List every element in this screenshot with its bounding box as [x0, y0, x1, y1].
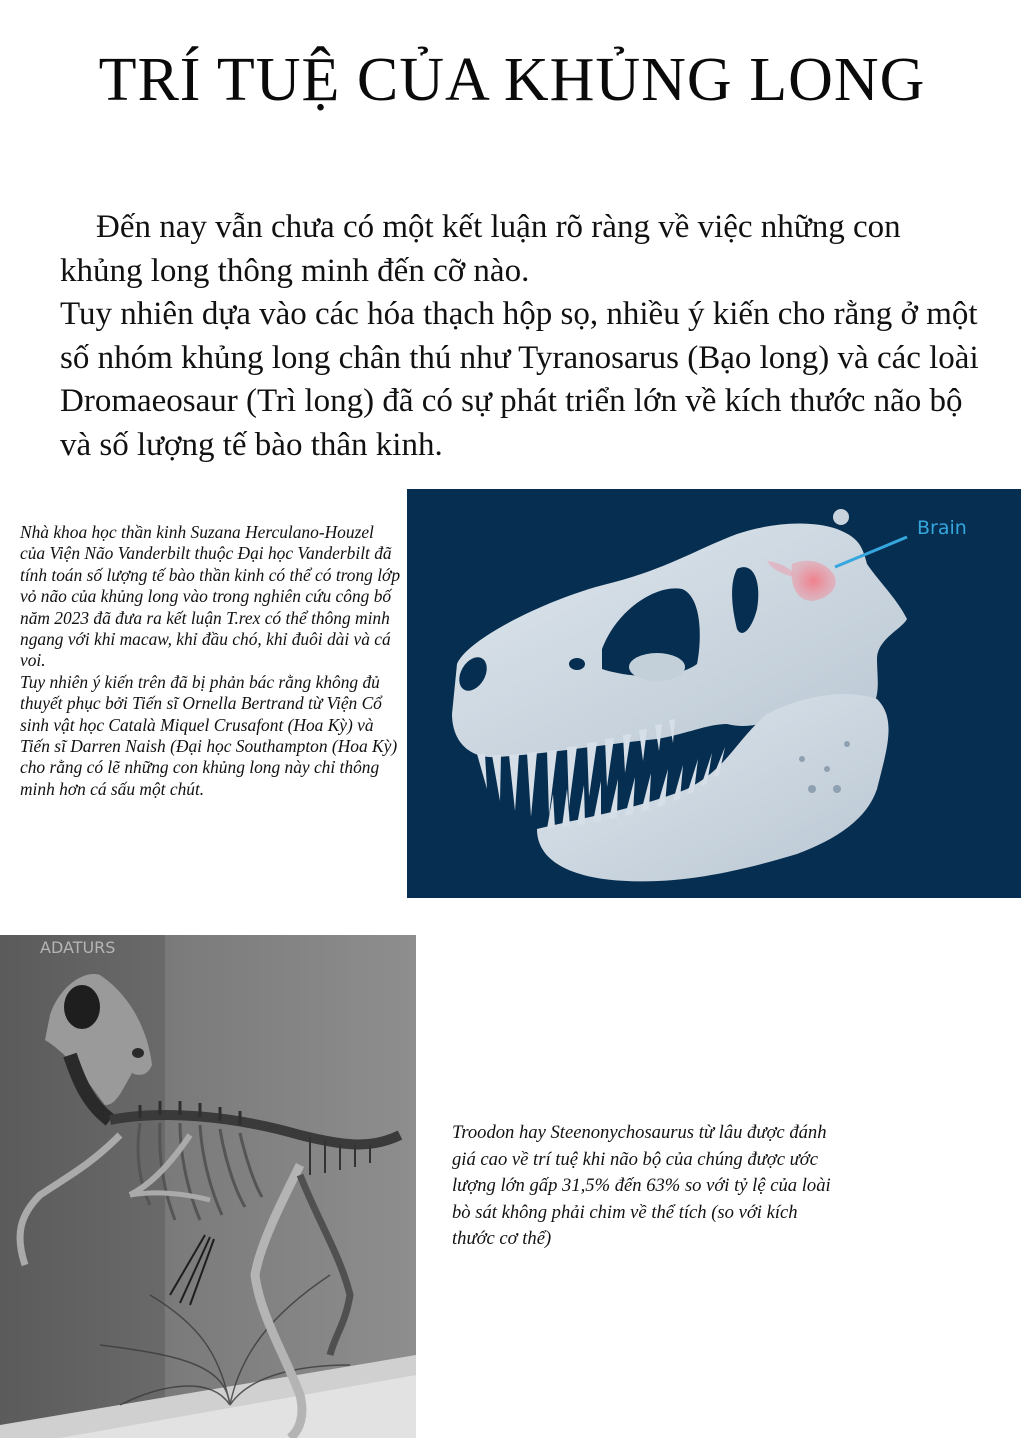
brain-label: Brain — [917, 517, 967, 539]
trex-caption-paragraph-2: Tuy nhiên ý kiến trên đã bị phản bác rằng không đủ thuyết phục bởi Tiến sĩ Ornella Bertrand từ Viện Cổ sinh vật học Català Miquel Crusafont (Hoa Kỳ) và Tiến sĩ Darren Naish (Đại học Southampton (Hoa Kỳ) cho rằng có lẽ những con khủng long này chỉ thông minh hơn cá sấu một chút. — [20, 671, 398, 799]
page-title: TRÍ TUỆ CỦA KHỦNG LONG — [98, 46, 926, 114]
troodon-skeleton-photo — [0, 935, 416, 1438]
trex-skull-image — [407, 489, 1021, 898]
intro-paragraph-2: Tuy nhiên dựa vào các hóa thạch hộp sọ, nhiều ý kiến cho rằng ở một số nhóm khủng long chân thú như Tyranosarus (Bạo long) và các loài Dromaeosaur (Trì long) đã có sự phát triển lớn về kích thước não bộ và số lượng tế bào thân kinh. — [60, 296, 979, 463]
intro-text — [60, 206, 980, 467]
intro-paragraph-1: Đến nay vẫn chưa có một kết luận rõ ràng về việc những con khủng long thông minh đến cỡ nào. — [60, 209, 901, 289]
trex-skull-illustration — [407, 489, 1021, 898]
svg-text:ADATURS: ADATURS — [40, 938, 116, 957]
troodon-skeleton-illustration — [0, 935, 416, 1438]
trex-caption — [20, 522, 400, 800]
trex-caption-paragraph-1: Nhà khoa học thần kinh Suzana Herculano-Houzel của Viện Não Vanderbilt thuộc Đại học Vanderbilt đã tính toán số lượng tế bào thần kinh có thể có trong lớp vỏ não của khủng long vào trong nghiên cứu công bố năm 2023 đã đưa ra kết luận T.rex có thể thông minh ngang với khỉ macaw, khỉ đầu chó, khỉ đuôi dài và cá voi. — [20, 522, 401, 671]
troodon-caption: Troodon hay Steenonychosaurus từ lâu được đánh giá cao về trí tuệ khi não bộ của chúng được ước lượng lớn gấp 31,5% đến 63% so với tỷ lệ của loài bò sát không phải chim về thể tích (so với kích thước cơ thể) — [452, 1122, 831, 1249]
